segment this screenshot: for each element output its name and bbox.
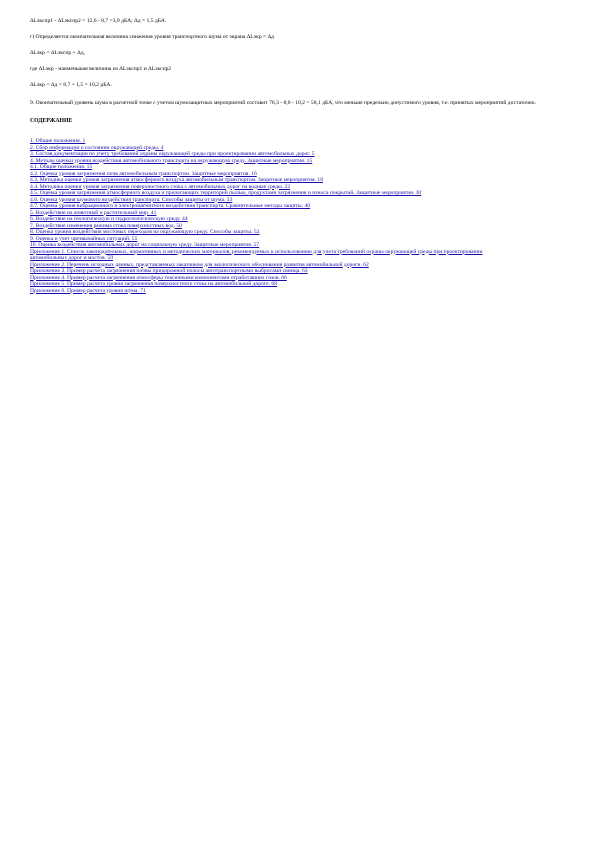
text-line-6: 9. Окончательный уровень шума в расчетной точке с учетом шумозащитных мероприятий составит 76,3 - 8,0 - 10,2 = 58,1 дБА, что меньше предельно допустимого уровня, т.е. принятых мероприятий достаточно. <box>30 100 536 106</box>
toc-link[interactable]: Приложение 3. Пример расчета загрязнения почвы придорожной полосы автотранспортными выбросами свинца. 63 <box>30 268 308 274</box>
toc-link[interactable]: 10. Оценка воздействия автомобильных дорог на социальную среду. Защитные мероприятия. 57 <box>30 242 260 248</box>
text-line-5: ΔLэкр = Δд = 8,7 + 1,5 = 10,2 дБА. <box>30 82 112 88</box>
toc-link[interactable]: 8. Оценка уровня воздействия мостовых переходов на окружающую среду. Способы защиты. 52 <box>30 229 260 235</box>
text-line-4: где ΔLэкр - наименьшая величина из ΔLэкспр1 и ΔLэкспр2 <box>30 66 172 72</box>
toc-link[interactable]: Приложение 4. Пример расчета загрязнения атмосферы токсичными компонентами отработавших газов. 66 <box>30 274 287 281</box>
contents-heading: СОДЕРЖАНИЕ <box>30 118 73 124</box>
toc-link[interactable]: 6. Воздействие на геологическую и гидрогеологическую среду. 44 <box>30 216 188 222</box>
text-line-3: ΔLэкр = ΔLэкспр + Δд, <box>30 50 85 56</box>
toc-link[interactable]: Приложение 1. Список законодательных, нормативных и методических материалов, рекомендуемых к использованию для учета требований охраны окружающей среды при проектировании автомобильных дорог и мостов. 59 <box>30 248 483 261</box>
toc-link[interactable]: Приложение 2. Перечень исходных данных, представляемых заказчиком для экологического обоснования развития автомобильной дороги. 62 <box>30 261 369 268</box>
toc-link[interactable]: 4.6. Оценка уровня шумового воздействия транспорта. Способы защиты от шума. 33 <box>30 196 233 203</box>
toc-link[interactable]: 4. Методы оценки уровня воздействия автомобильного транспорта на окружающую среду. Защитные мероприятия. 15 <box>30 157 313 164</box>
toc-link[interactable]: 4.4. Методика оценки уровня загрязнения поверхностного стока с автомобильных дорог на водные среды. 22 <box>30 183 291 190</box>
toc-link[interactable]: Приложение 6. Пример расчета уровня шума. 71 <box>30 287 146 294</box>
toc-link[interactable]: 9. Оценка и учет чрезвычайных ситуаций. 55 <box>30 235 138 242</box>
toc-link[interactable]: 2. Сбор информации о состоянии окружающей среды. 4 <box>30 144 164 151</box>
toc-link[interactable]: 5. Воздействие на животный и растительный мир. 41 <box>30 209 157 216</box>
text-line-2: г) Определяется окончательная величина снижения уровня транспортного шума от экрана ΔLэкр = Δд <box>30 34 275 40</box>
table-of-contents <box>30 138 495 294</box>
text-line-1: ΔLэкспр1 - ΔLэкспр2 = 12,6 - 8,7 =3,9 дБА; Δд = 1,5 дБА. <box>30 18 167 24</box>
toc-item <box>30 288 495 295</box>
toc-link[interactable]: 3. Состав документации по учету требований охраны окружающей среды при проектировании автомобильных дорог. 5 <box>30 151 315 157</box>
toc-link[interactable]: 4.3. Методика оценки уровня загрязнения атмосферного воздуха автомобильным транспортом. Защитные мероприятия. 18 <box>30 177 323 183</box>
toc-link[interactable]: 4.2. Оценка уровня загрязнения почв автомобильным транспортом. Защитные мероприятия. 16 <box>30 170 257 177</box>
toc-link[interactable]: 4.1. Общие положения. 15 <box>30 164 93 170</box>
toc-link[interactable]: Приложение 5. Пример расчета уровня загрязнения поверхностного стока на автомобильной дороге. 68 <box>30 281 277 287</box>
toc-link[interactable]: 7. Воздействие изменения режима стока поверхностных вод. 50 <box>30 222 183 229</box>
toc-link[interactable]: 4.7. Оценка уровня вибрационного и электромагнитного воздействия транспорта. Сравнительные методы защиты. 40 <box>30 203 311 209</box>
toc-item <box>30 249 495 262</box>
toc-link[interactable]: 1. Общие положения. 1 <box>30 138 86 144</box>
toc-link[interactable]: 4.5. Оценка уровня загрязнения атмосферного воздуха и прилегающих территорий пылью, продуктами загрязнения и износа покрытий. Защитные мероприятия. 30 <box>30 190 422 196</box>
